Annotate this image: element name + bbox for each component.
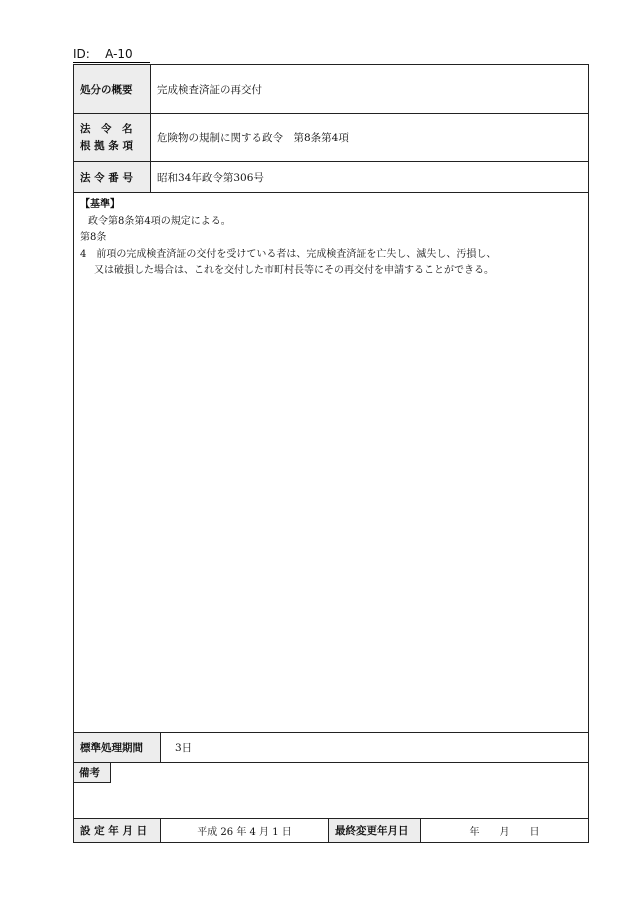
- processing-value: 3日: [175, 742, 193, 754]
- item-number: 4: [80, 248, 87, 260]
- footer-dates-row: [73, 818, 589, 843]
- summary-table: [73, 64, 589, 193]
- set-date-label: 設 定 年 月 日: [74, 819, 161, 842]
- item-line-2: 又は破損した場合は、これを交付した市町村長等にその再交付を申請することができる。: [94, 265, 494, 276]
- disposition-value: 完成検査済証の再交付: [157, 83, 262, 96]
- law-number-value: 昭和34年政令第306号: [157, 171, 264, 184]
- id-value: A-10: [105, 47, 133, 61]
- processing-label: 標準処理期間: [74, 733, 161, 762]
- article-heading: 第8条: [80, 232, 107, 243]
- item-text-1: 前項の完成検査済証の交付を受けている者は、完成検査済証を亡失し、滅失し、汚損し、: [96, 248, 497, 260]
- disposition-row: [74, 65, 588, 114]
- law-number-label: 法 令 番 号: [74, 162, 151, 192]
- last-change-value: 年 月 日: [469, 827, 540, 838]
- processing-period-row: [73, 732, 589, 763]
- law-number-row: [74, 162, 588, 192]
- document-id: [73, 47, 150, 63]
- set-date-value: 平成 26 年 4 月 1 日: [161, 819, 329, 842]
- criteria-heading: 【基準】: [80, 199, 120, 210]
- remarks-label: 備考: [74, 763, 111, 783]
- criteria-body: [80, 197, 582, 280]
- law-name-row: [74, 114, 588, 162]
- law-label-line1: 法 令 名: [80, 122, 133, 135]
- law-label: [74, 114, 151, 161]
- criteria-section: [73, 192, 589, 733]
- remarks-section: [73, 762, 589, 819]
- law-value: 危険物の規制に関する政令 第8条第4項: [157, 132, 349, 144]
- criteria-line1: 政令第8条第4項の規定による。: [88, 215, 231, 227]
- disposition-label: 処分の概要: [74, 65, 151, 113]
- id-spacer: [94, 47, 102, 61]
- id-label: ID:: [73, 47, 90, 61]
- item-line-1: [80, 247, 582, 264]
- law-label-line2: 根 拠 条 項: [80, 139, 133, 152]
- last-change-label: 最終変更年月日: [329, 819, 421, 842]
